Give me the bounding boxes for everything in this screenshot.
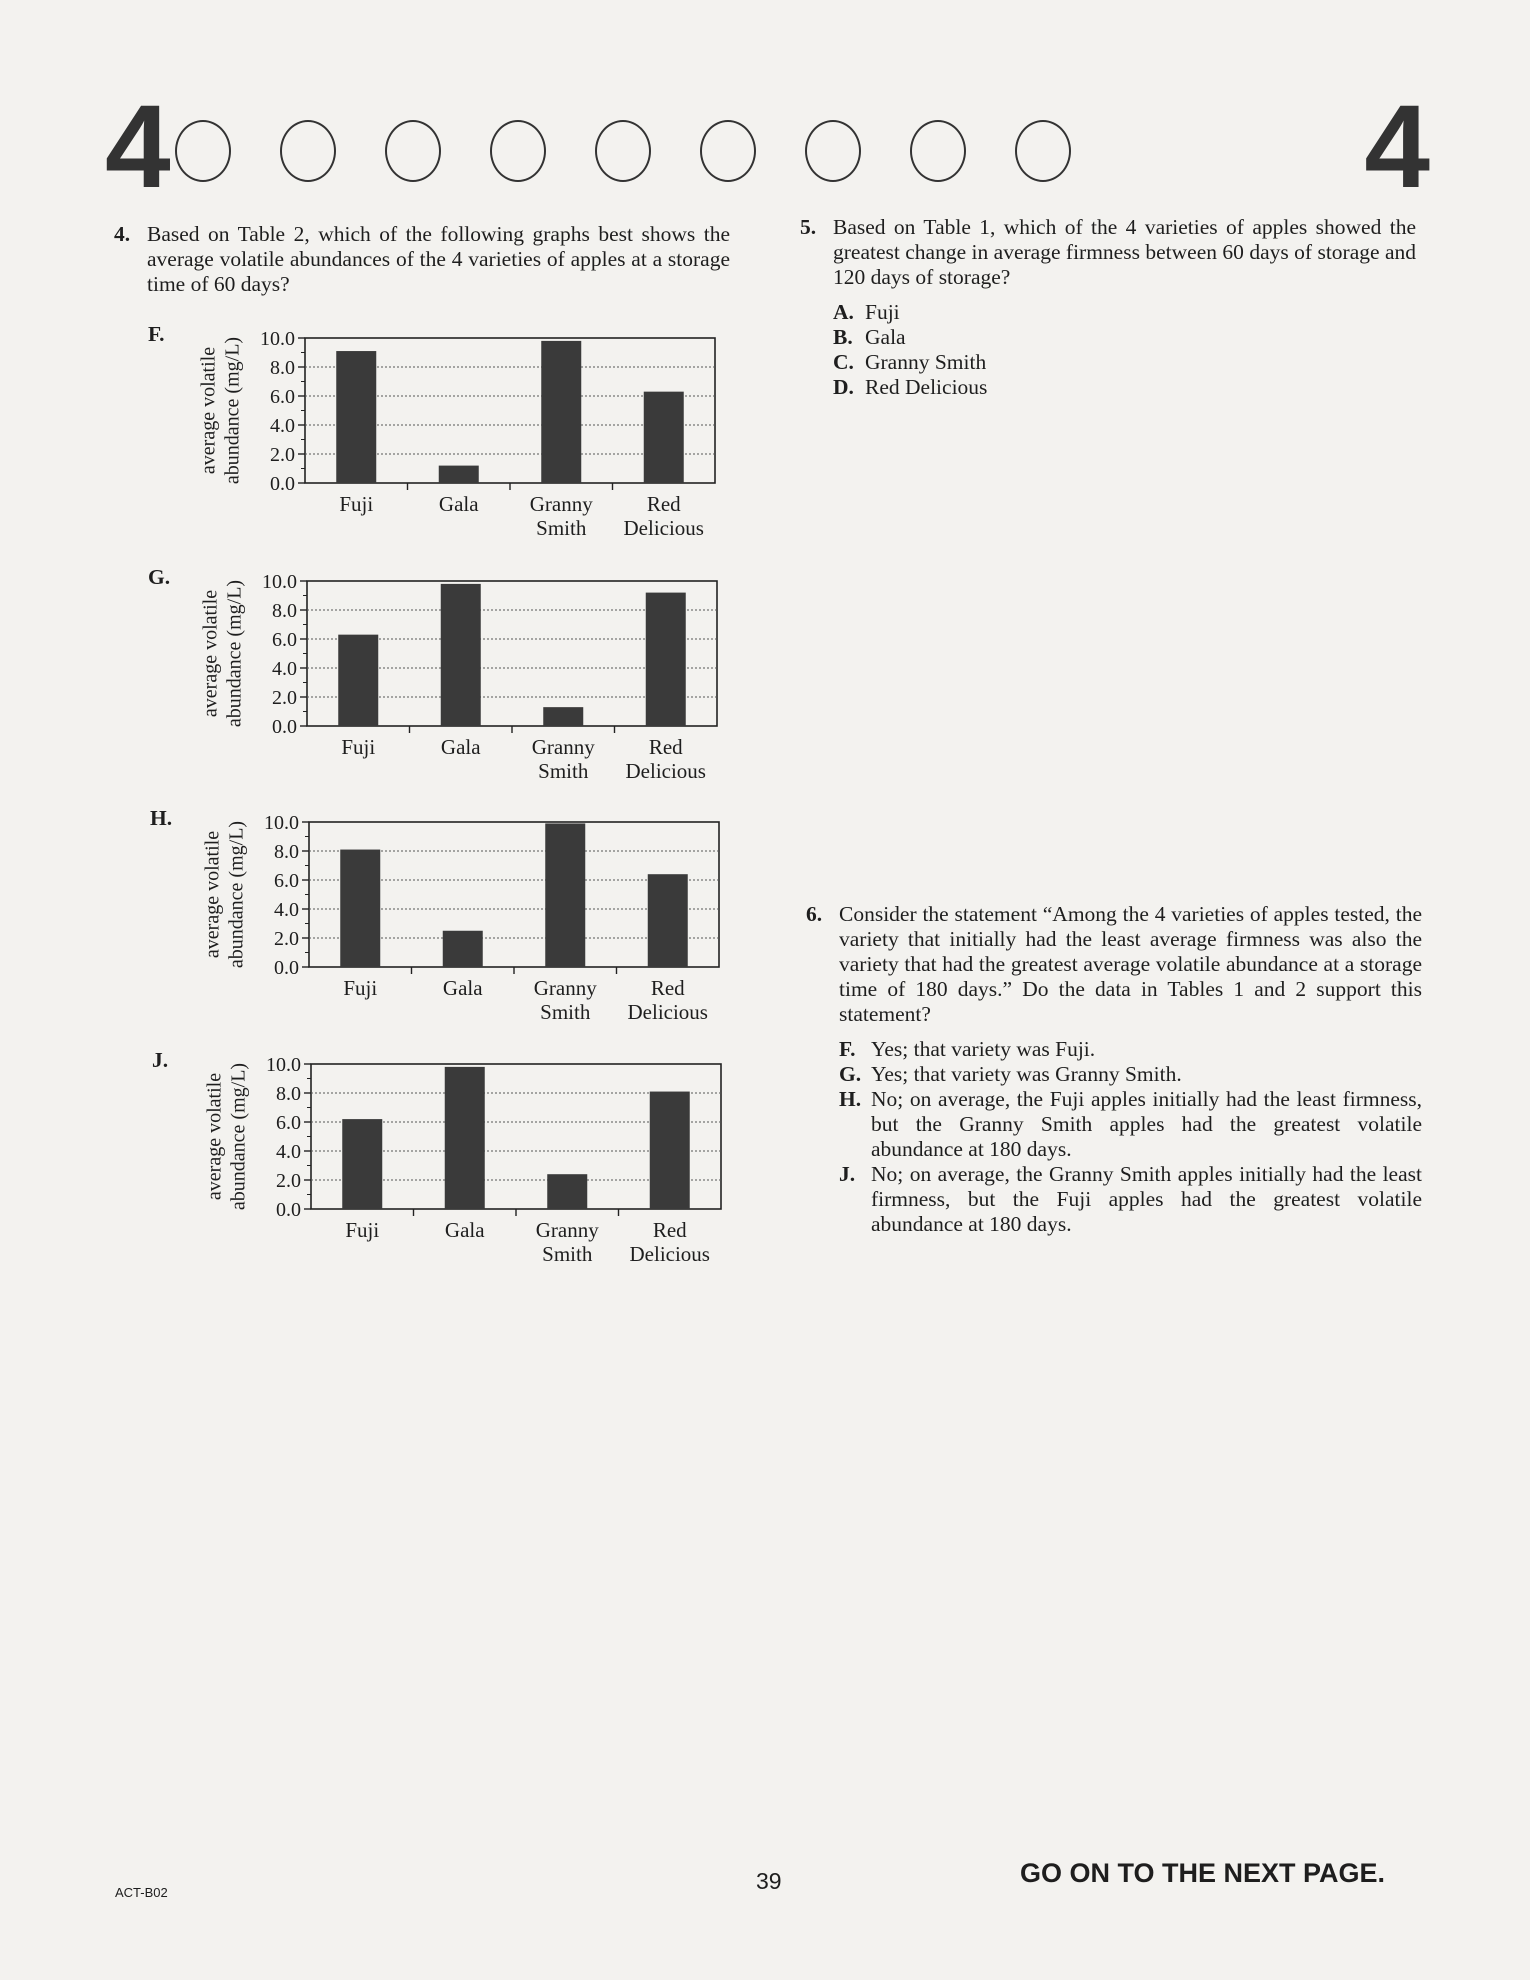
y-tick-label: 10.0	[260, 328, 295, 350]
x-category-label: Fuji	[345, 1218, 380, 1242]
x-category-label: Delicious	[625, 759, 706, 783]
bar	[340, 850, 380, 967]
y-tick-label: 6.0	[270, 386, 295, 408]
section-number-right: 4	[1364, 81, 1430, 213]
question-text: Based on Table 1, which of the 4 varieties of apples showed the greatest change in average firmness between 60 days of storage and 120 days of storage?	[833, 215, 1416, 289]
bar	[650, 1092, 690, 1209]
question-text: Consider the statement “Among the 4 varieties of apples tested, the variety that initially had the least average firmness was also the variety that had the greatest average volatile abundance at a storage time of 180 days.” Do the data in Tables 1 and 2 support this statement?	[839, 902, 1422, 1026]
y-tick-label: 0.0	[274, 957, 299, 979]
x-category-label: Fuji	[343, 976, 378, 1000]
section-header	[95, 81, 1430, 213]
bar	[543, 707, 583, 726]
y-tick-label: 8.0	[276, 1083, 301, 1105]
header-bubble	[385, 120, 441, 182]
graph-option-label: H.	[150, 806, 173, 830]
x-category-label: Granny	[531, 735, 595, 759]
x-category-label: Fuji	[341, 735, 376, 759]
answer-choice-j[interactable]: J. No; on average, the Granny Smith apples initially had the least firmness, but the Fuji apples had the greatest volatile abundance at 180 days.	[839, 1162, 1422, 1236]
bar	[342, 1119, 382, 1209]
y-tick-label: 10.0	[266, 1054, 301, 1076]
y-tick-label: 0.0	[272, 716, 297, 738]
x-category-label: Gala	[440, 735, 481, 759]
x-category-label: Gala	[442, 976, 483, 1000]
y-tick-label: 2.0	[276, 1170, 301, 1192]
y-tick-label: 0.0	[270, 473, 295, 495]
section-number-left: 4	[105, 81, 171, 213]
x-category-label: Granny	[533, 976, 597, 1000]
y-tick-label: 8.0	[272, 600, 297, 622]
x-category-label: Red	[646, 492, 681, 516]
x-category-label: Smith	[540, 1000, 591, 1024]
bar	[648, 874, 688, 967]
bar-chart-g	[192, 561, 732, 786]
question-4	[114, 222, 730, 297]
answer-choice-b[interactable]: B. Gala	[833, 325, 906, 349]
bar	[545, 823, 585, 967]
bar	[441, 584, 481, 726]
y-tick-label: 2.0	[270, 444, 295, 466]
y-tick-label: 2.0	[274, 928, 299, 950]
answer-choice-c[interactable]: C. Granny Smith	[833, 350, 987, 374]
header-bubble	[175, 120, 231, 182]
x-category-label: Red	[648, 735, 683, 759]
y-tick-label: 6.0	[276, 1112, 301, 1134]
bar	[644, 392, 684, 483]
bar	[336, 351, 376, 483]
y-axis-label: average volatile	[197, 346, 220, 475]
y-tick-label: 8.0	[274, 841, 299, 863]
y-tick-label: 10.0	[262, 571, 297, 593]
bar	[547, 1174, 587, 1209]
y-tick-label: 0.0	[276, 1199, 301, 1221]
question-5	[800, 215, 1416, 400]
y-axis-label: average volatile	[201, 830, 224, 959]
y-tick-label: 8.0	[270, 357, 295, 379]
x-category-label: Gala	[438, 492, 479, 516]
x-category-label: Delicious	[627, 1000, 708, 1024]
x-category-label: Smith	[542, 1242, 593, 1266]
x-category-label: Smith	[538, 759, 589, 783]
bar	[646, 593, 686, 726]
y-axis-label: average volatile	[199, 589, 222, 718]
y-tick-label: 4.0	[276, 1141, 301, 1163]
x-category-label: Red	[650, 976, 685, 1000]
header-bubble	[805, 120, 861, 182]
x-category-label: Granny	[529, 492, 593, 516]
x-category-label: Red	[652, 1218, 687, 1242]
bar	[445, 1067, 485, 1209]
graph-option-label: J.	[152, 1048, 169, 1072]
answer-choices	[839, 1037, 1422, 1237]
question-number: 4.	[114, 222, 131, 246]
y-tick-label: 10.0	[264, 812, 299, 834]
answer-choice-h[interactable]: H. No; on average, the Fuji apples initially had the least firmness, but the Granny Smith apples had the greatest volatile abundance at 180 days.	[839, 1087, 1422, 1161]
go-on-instruction: GO ON TO THE NEXT PAGE.	[1020, 1858, 1386, 1888]
bar-chart-j	[196, 1044, 736, 1269]
question-number: 6.	[806, 902, 823, 926]
bar	[541, 341, 581, 483]
x-category-label: Gala	[444, 1218, 485, 1242]
graph-option-label: G.	[148, 565, 171, 589]
y-tick-label: 4.0	[272, 658, 297, 680]
bar	[338, 635, 378, 726]
question-6	[806, 902, 1422, 1237]
y-tick-label: 6.0	[274, 870, 299, 892]
x-category-label: Granny	[535, 1218, 599, 1242]
x-category-label: Smith	[536, 516, 587, 540]
answer-choice-g[interactable]: G. Yes; that variety was Granny Smith.	[839, 1062, 1182, 1086]
y-axis-label: abundance (mg/L)	[221, 336, 244, 485]
y-axis-label: abundance (mg/L)	[225, 820, 248, 969]
y-tick-label: 4.0	[274, 899, 299, 921]
x-category-label: Delicious	[623, 516, 704, 540]
graph-option-label: F.	[148, 322, 165, 346]
bar-chart-h	[194, 802, 734, 1027]
header-bubble	[700, 120, 756, 182]
page-number: 39	[756, 1868, 782, 1894]
y-tick-label: 4.0	[270, 415, 295, 437]
form-code: ACT-B02	[115, 1885, 168, 1900]
header-bubble	[490, 120, 546, 182]
y-axis-label: abundance (mg/L)	[223, 579, 246, 728]
y-axis-label: average volatile	[203, 1072, 226, 1201]
x-category-label: Delicious	[629, 1242, 710, 1266]
question-number: 5.	[800, 215, 817, 239]
header-bubble	[595, 120, 651, 182]
question-text: Based on Table 2, which of the following graphs best shows the average volatile abundances of the 4 varieties of apples at a storage time of 60 days?	[147, 222, 730, 296]
header-bubble	[1015, 120, 1071, 182]
x-category-label: Fuji	[339, 492, 374, 516]
y-tick-label: 6.0	[272, 629, 297, 651]
answer-choices	[833, 300, 1416, 400]
answer-choice-f[interactable]: F. Yes; that variety was Fuji.	[839, 1037, 1096, 1061]
y-axis-label: abundance (mg/L)	[227, 1062, 250, 1211]
answer-choice-a[interactable]: A. Fuji	[833, 300, 900, 324]
answer-choice-d[interactable]: D. Red Delicious	[833, 375, 988, 399]
y-tick-label: 2.0	[272, 687, 297, 709]
bar-chart-f	[190, 318, 730, 543]
header-bubble	[280, 120, 336, 182]
bar	[443, 931, 483, 967]
header-bubble	[910, 120, 966, 182]
bar	[439, 466, 479, 483]
